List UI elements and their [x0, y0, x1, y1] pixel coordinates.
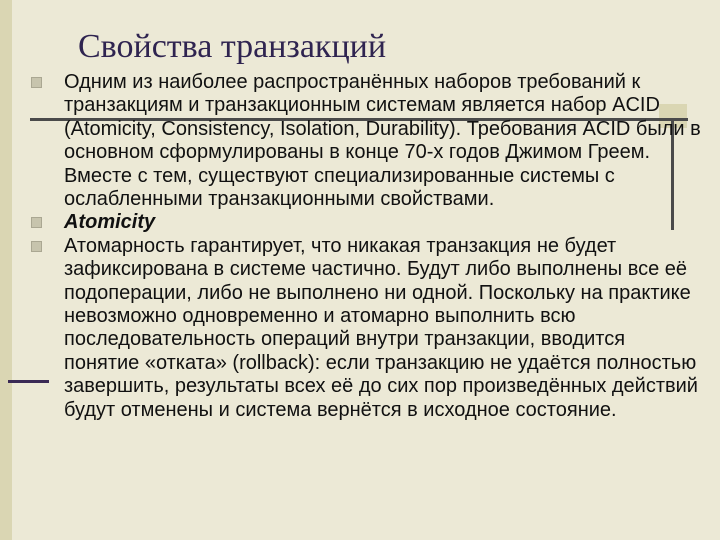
- square-bullet-icon: [31, 77, 42, 88]
- bullet-acid-intro: [0, 71, 720, 211]
- bullet-text: Атомарность гарантирует, что никакая транзакция не будет зафиксирована в системе частично. Будут либо выполнены все её подоперации, либо не выполнено ни одной. Поскольку на практике невозможно одновременно и атомарно выполнить всю последовательность операций внутри транзакции, вводится понятие «отката» (rollback): если транзакцию не удаётся полностью завершить, результаты всех её до сих пор произведённых действий будут отменены и система вернётся в исходное состояние.: [64, 234, 698, 421]
- bullet-text: Atomicity: [64, 211, 156, 234]
- bullet-atomicity-description: [0, 235, 720, 422]
- slide-title: Свойства транзакций: [78, 28, 387, 65]
- bullet-text: Одним из наиболее распространённых наборов требований к транзакциям и транзакционным системам является набор ACID (Atomicity, Consistency, Isolation, Durability). Требования ACID были в основном сформулированы в конце 70-х годов Джимом Греем. Вместе с тем, существуют специализированные системы с ослабленными транзакционными свойствами.: [64, 71, 701, 211]
- bullet-list: [0, 71, 720, 422]
- bullet-atomicity-heading: [0, 211, 720, 234]
- square-bullet-icon: [31, 217, 42, 228]
- square-bullet-icon: [31, 241, 42, 252]
